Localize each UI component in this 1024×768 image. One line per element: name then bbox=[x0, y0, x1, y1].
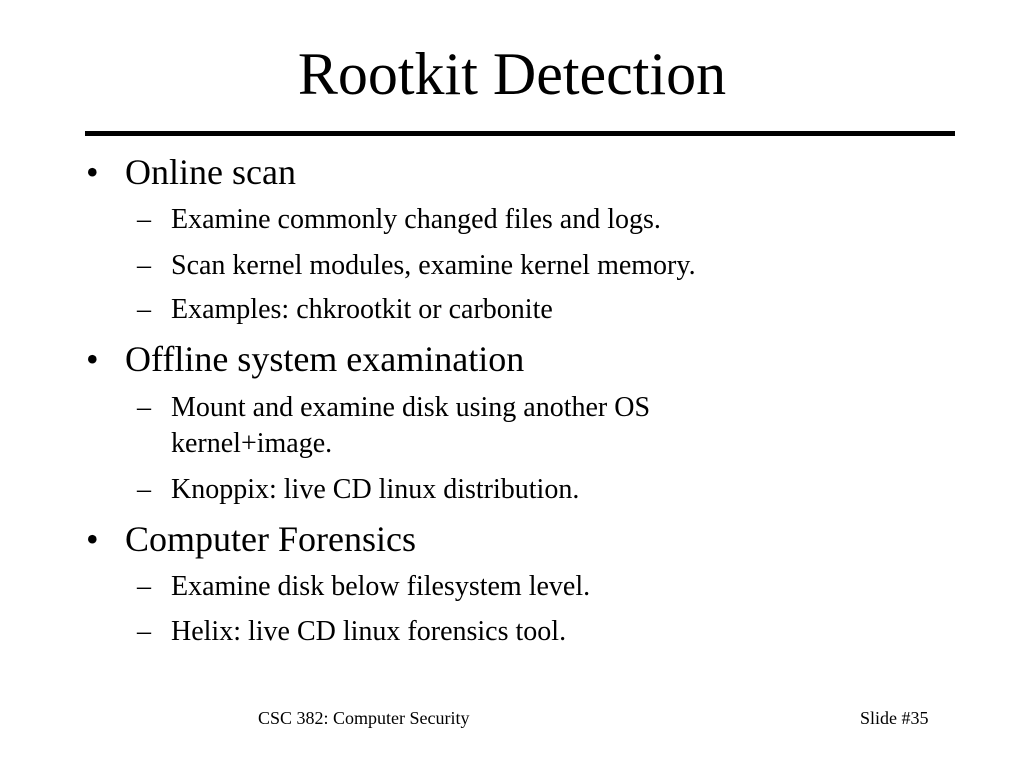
sub-bullet-marker: – bbox=[137, 392, 151, 423]
bullet-text: Computer Forensics bbox=[125, 519, 416, 559]
sub-bullet-marker: – bbox=[137, 474, 151, 505]
footer-course: CSC 382: Computer Security bbox=[258, 708, 470, 728]
sub-bullet-marker: – bbox=[137, 204, 151, 235]
sub-bullet-marker: – bbox=[137, 616, 151, 647]
bullet-marker: • bbox=[86, 519, 99, 559]
bullet-text: Online scan bbox=[125, 152, 296, 192]
sub-bullet-text: Helix: live CD linux forensics tool. bbox=[171, 616, 567, 647]
slide-title: Rootkit Detection bbox=[297, 41, 727, 107]
bullet-marker: • bbox=[86, 152, 99, 192]
sub-bullet-marker: – bbox=[137, 571, 151, 602]
sub-bullet-marker: – bbox=[137, 250, 151, 281]
sub-bullet-text: Mount and examine disk using another OS bbox=[171, 392, 651, 423]
bullet-marker: • bbox=[86, 339, 99, 379]
sub-bullet-marker: – bbox=[137, 294, 151, 325]
sub-bullet-text: Scan kernel modules, examine kernel memory. bbox=[171, 250, 696, 281]
sub-bullet-text: Examine commonly changed files and logs. bbox=[171, 204, 661, 235]
sub-bullet-text: Knoppix: live CD linux distribution. bbox=[171, 474, 580, 505]
sub-bullet-text: Examples: chkrootkit or carbonite bbox=[171, 294, 553, 325]
sub-bullet-text: kernel+image. bbox=[171, 428, 333, 459]
sub-bullet-text: Examine disk below filesystem level. bbox=[171, 571, 591, 602]
bullet-text: Offline system examination bbox=[125, 339, 525, 379]
footer-slide-number: Slide #35 bbox=[860, 708, 929, 728]
